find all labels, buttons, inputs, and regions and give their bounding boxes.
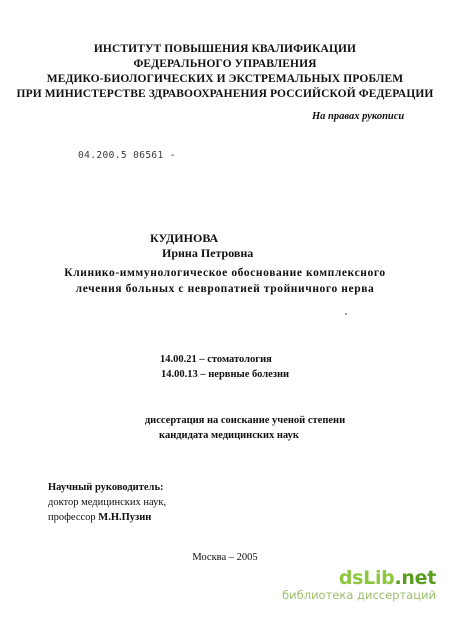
dslib-watermark (282, 568, 436, 602)
author-given-name: Ирина Петровна (162, 246, 254, 260)
supervisor-name: М.Н.Пузин (98, 512, 152, 523)
specialty-line-1: 14.00.21 – стоматология (160, 354, 272, 365)
specialties-block (160, 352, 289, 382)
supervisor-label: Научный руководитель: (48, 482, 164, 493)
degree-line-1: диссертация на соискание ученой степени (144, 415, 346, 426)
specialty-line-2: 14.00.13 – нервные болезни (161, 369, 290, 380)
supervisor-block (48, 480, 166, 525)
degree-block (0, 413, 450, 443)
author-surname: КУДИНОВА (150, 231, 219, 245)
watermark-logo (282, 568, 436, 588)
city-year: Москва – 2005 (192, 552, 258, 563)
institution-line-3: МЕДИКО-БИОЛОГИЧЕСКИХ И ЭКСТРЕМАЛЬНЫХ ПРОБЛЕМ (46, 73, 404, 85)
institution-line-4: ПРИ МИНИСТЕРСТВЕ ЗДРАВООХРАНЕНИЯ РОССИЙСКОЙ ФЕДЕРАЦИИ (16, 88, 434, 100)
title-line-1: Клинико-иммунологическое обоснование комплексного (64, 267, 386, 279)
degree-line-2: кандидата медицинских наук (159, 430, 299, 441)
institution-line-2: ФЕДЕРАЛЬНОГО УПРАВЛЕНИЯ (133, 58, 317, 70)
dissertation-title (0, 265, 450, 297)
supervisor-name-line (48, 510, 166, 525)
author-block (150, 231, 253, 261)
supervisor-title: профессор (48, 512, 99, 523)
watermark-logo-main: dsLib (338, 567, 395, 589)
archive-stamp-number: 04.200.5 06561 - (78, 150, 176, 161)
rights-note: На правах рукописи (312, 111, 405, 122)
watermark-tagline: библиотека диссертаций (282, 588, 436, 602)
watermark-logo-suffix: .net (394, 567, 436, 589)
institution-line-1: ИНСТИТУТ ПОВЫШЕНИЯ КВАЛИФИКАЦИИ (93, 43, 357, 55)
title-line-2: лечения больных с невропатией тройничного нерва (75, 283, 375, 295)
institution-header (0, 42, 450, 102)
scan-speck (345, 313, 347, 315)
supervisor-degree: доктор медицинских наук, (48, 497, 167, 508)
